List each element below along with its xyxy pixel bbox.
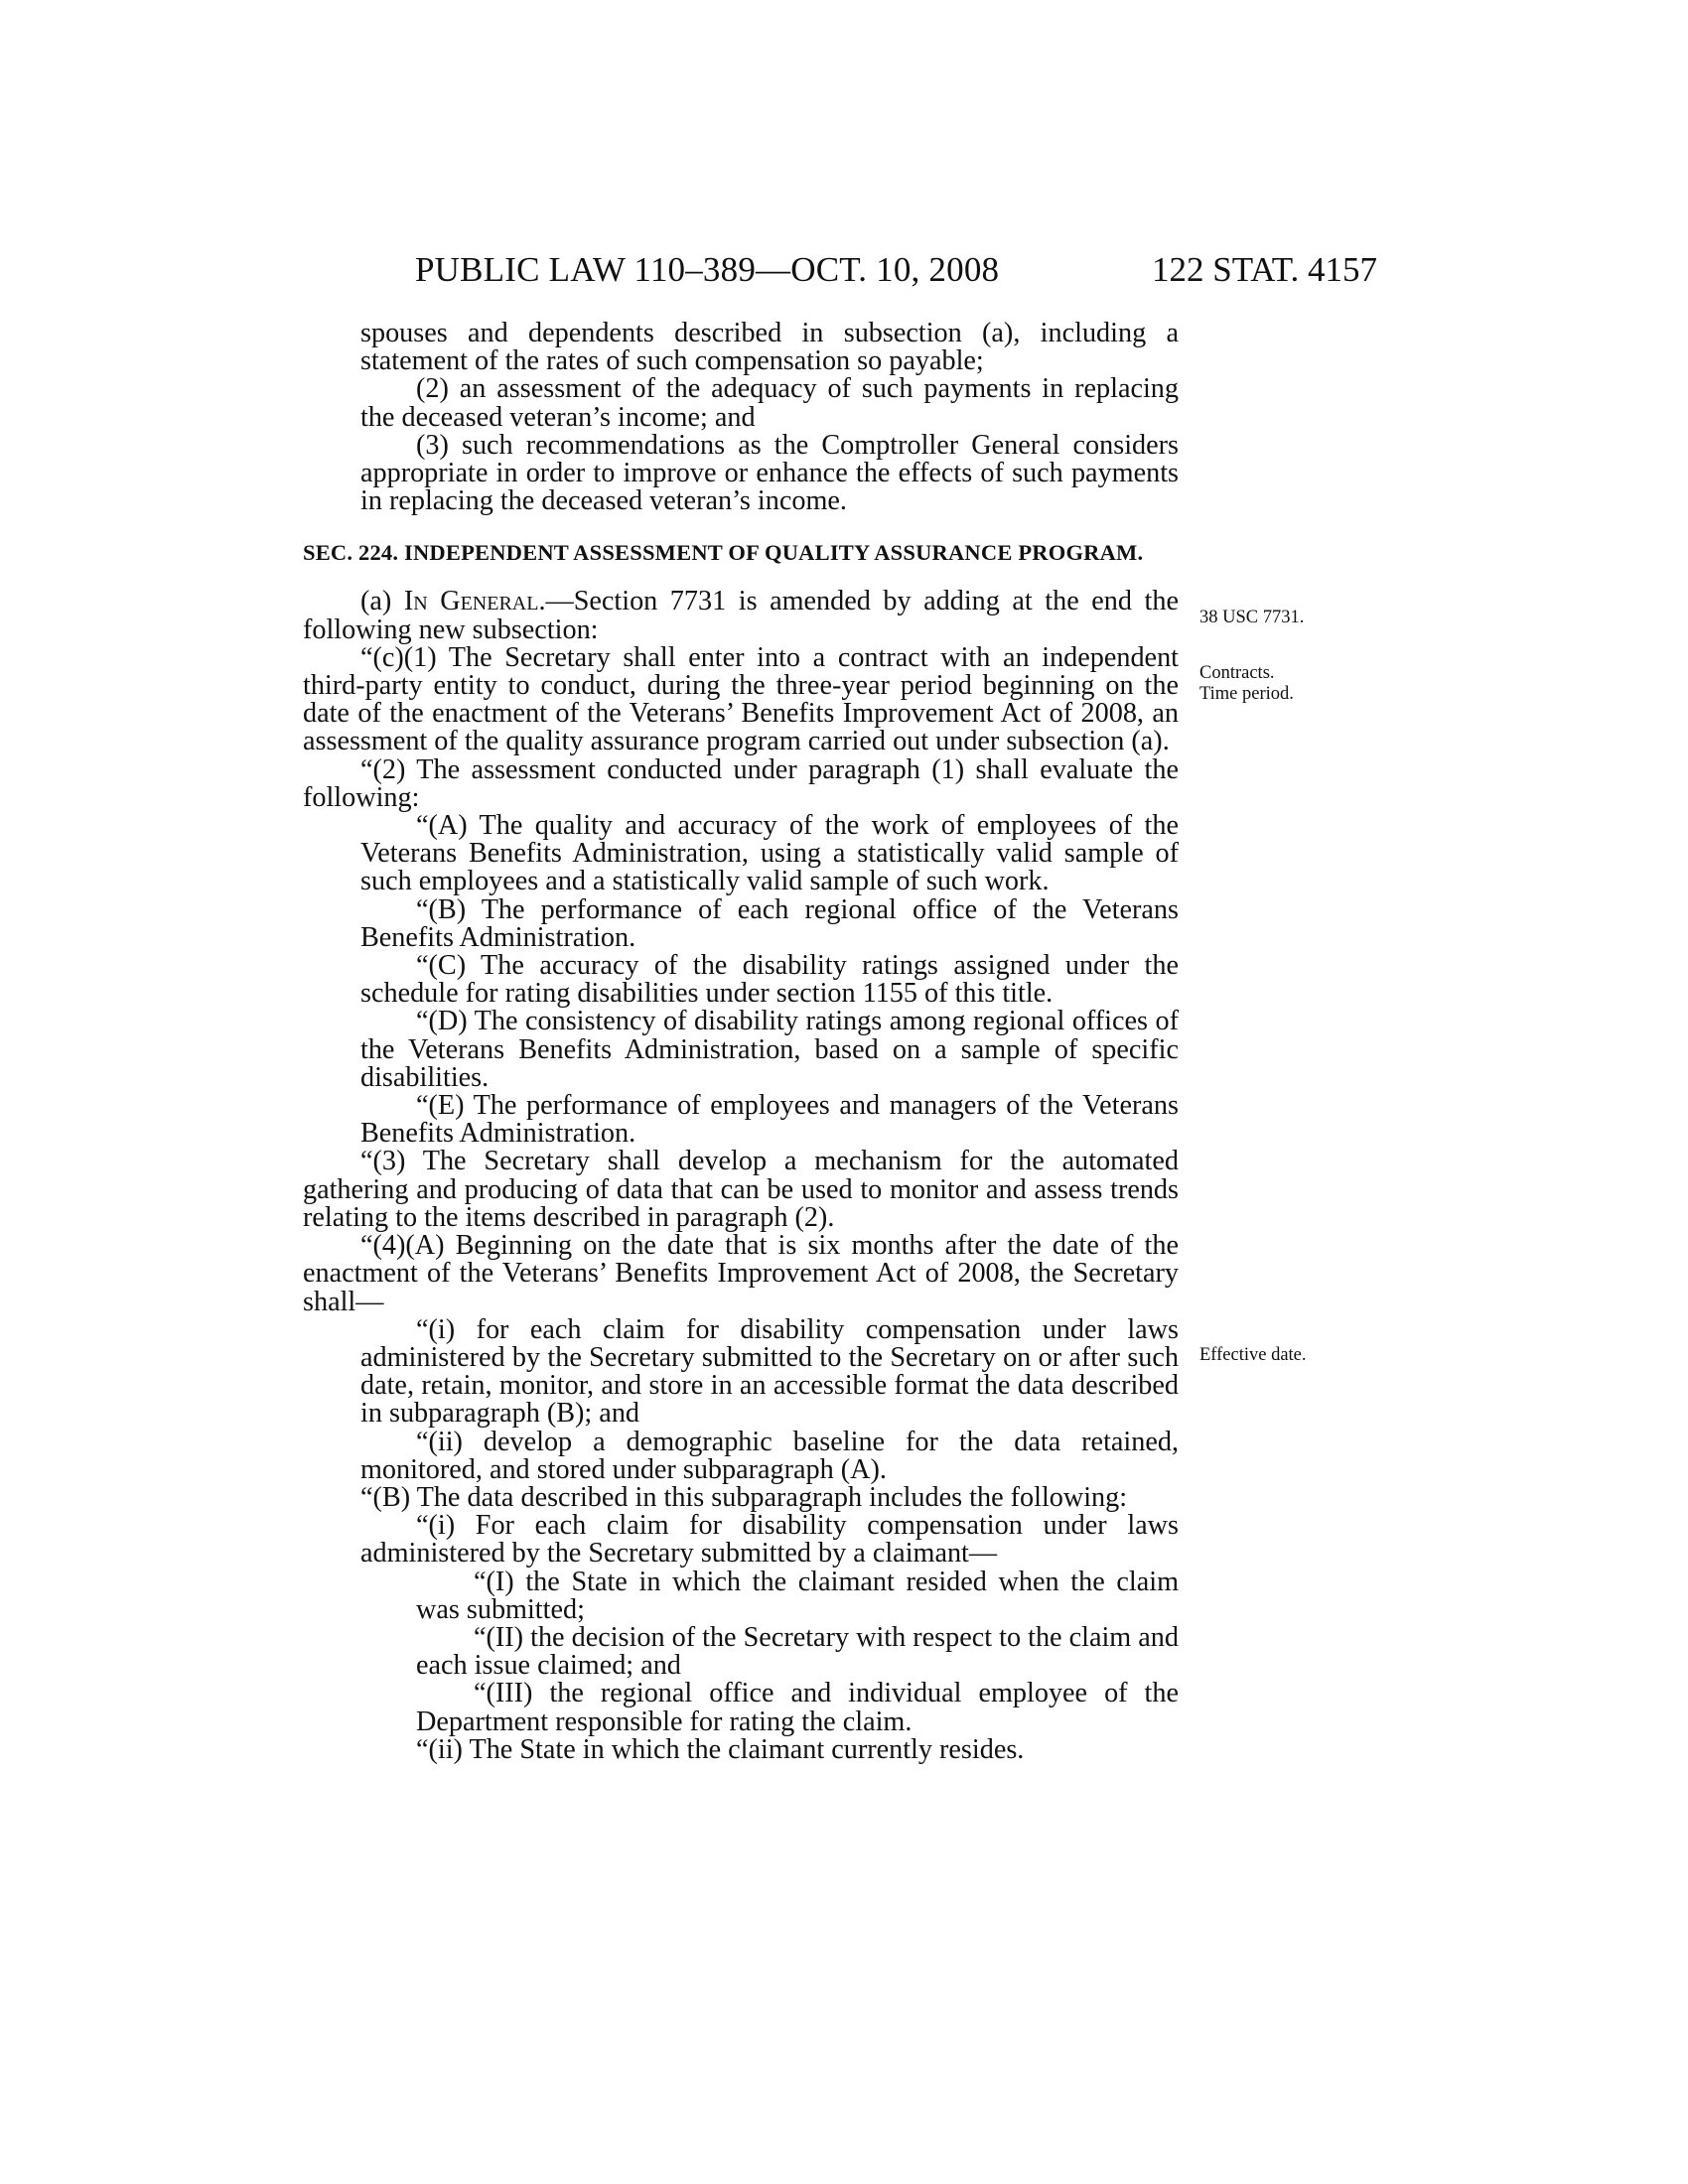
- subsection-a-label: (a): [360, 586, 404, 617]
- item-ii-first: “(ii) develop a demographic baseline for the data retained, monitored, and stored under subparagraph (A).: [360, 1426, 1179, 1485]
- page-header-stat: 122 STAT. 4157: [1152, 250, 1377, 289]
- paragraph-continuation: spouses and dependents described in subsection (a), including a statement of the rates of such compensation so payable;: [360, 318, 1179, 377]
- item-E: “(E) The performance of employees and managers of the Veterans Benefits Administration.: [360, 1090, 1179, 1150]
- page-header-title: PUBLIC LAW 110–389—OCT. 10, 2008: [415, 250, 1000, 289]
- item-I: “(I) the State in which the claimant resided when the claim was submitted;: [416, 1566, 1179, 1625]
- paragraph-item-3: (3) such recommendations as the Comptroller General considers appropriate in order to improve or enhance the effects of such payments in replacing the deceased veteran’s income.: [360, 429, 1179, 517]
- paragraph-c4B: “(B) The data described in this subparagraph includes the following:: [360, 1481, 1128, 1513]
- item-II: “(II) the decision of the Secretary with respect to the claim and each issue claimed; and: [416, 1621, 1179, 1682]
- subsection-a-text: .—Section 7731 is amended by adding at the end the following new subsection:: [303, 586, 1179, 645]
- margin-note-effective-date: Effective date.: [1199, 1345, 1307, 1365]
- item-i-first: “(i) for each claim for disability compensation under laws administered by the Secretary submitted to the Secretary on or after such date, retain, monitor, and store in an accessible format the data described in subparagraph (B); and: [360, 1313, 1179, 1430]
- section-heading: SEC. 224. INDEPENDENT ASSESSMENT OF QUALITY ASSURANCE PROGRAM.: [303, 540, 1144, 566]
- item-D: “(D) The consistency of disability ratings among regional offices of the Veterans Benefits Administration, based on a sample of specific disabilities.: [360, 1006, 1179, 1093]
- paragraph-item-2: (2) an assessment of the adequacy of such payments in replacing the deceased veteran’s income; and: [360, 373, 1179, 433]
- margin-note-time-period: Time period.: [1199, 684, 1294, 704]
- item-i-second: “(i) For each claim for disability compensation under laws administered by the Secretary submitted by a claimant—: [360, 1510, 1179, 1570]
- paragraph-c3: “(3) The Secretary shall develop a mechanism for the automated gathering and producing of data that can be used to monitor and assess trends relating to the items described in paragraph (2).: [303, 1146, 1179, 1233]
- paragraph-c2: “(2) The assessment conducted under paragraph (1) shall evaluate the following:: [303, 753, 1179, 813]
- item-III: “(III) the regional office and individual employee of the Department responsible for rating the claim.: [416, 1678, 1179, 1737]
- subsection-a: [303, 588, 1179, 643]
- item-C: “(C) The accuracy of the disability ratings assigned under the schedule for rating disabilities under section 1155 of this title.: [360, 950, 1179, 1010]
- item-A: “(A) The quality and accuracy of the work of employees of the Veterans Benefits Administration, using a statistically valid sample of such employees and a statistically valid sample of such work.: [360, 810, 1179, 897]
- paragraph-c1: “(c)(1) The Secretary shall enter into a contract with an independent third-party entity to conduct, during the three-year period beginning on the date of the enactment of the Veterans’ Benefits Improvement Act of 2008, an assessment of the quality assurance program carried out under subsection (a).: [303, 641, 1179, 757]
- document-body: [303, 320, 1179, 1764]
- margin-note-contracts: Contracts.: [1199, 663, 1275, 683]
- subsection-a-heading: In General: [403, 586, 539, 617]
- paragraph-c4A: “(4)(A) Beginning on the date that is six months after the date of the enactment of the Veterans’ Benefits Improvement Act of 2008, the Secretary shall—: [303, 1230, 1179, 1317]
- item-B: “(B) The performance of each regional office of the Veterans Benefits Administration.: [360, 893, 1179, 953]
- margin-note-usc: 38 USC 7731.: [1199, 608, 1305, 627]
- item-ii-second: “(ii) The State in which the claimant currently resides.: [416, 1733, 1025, 1765]
